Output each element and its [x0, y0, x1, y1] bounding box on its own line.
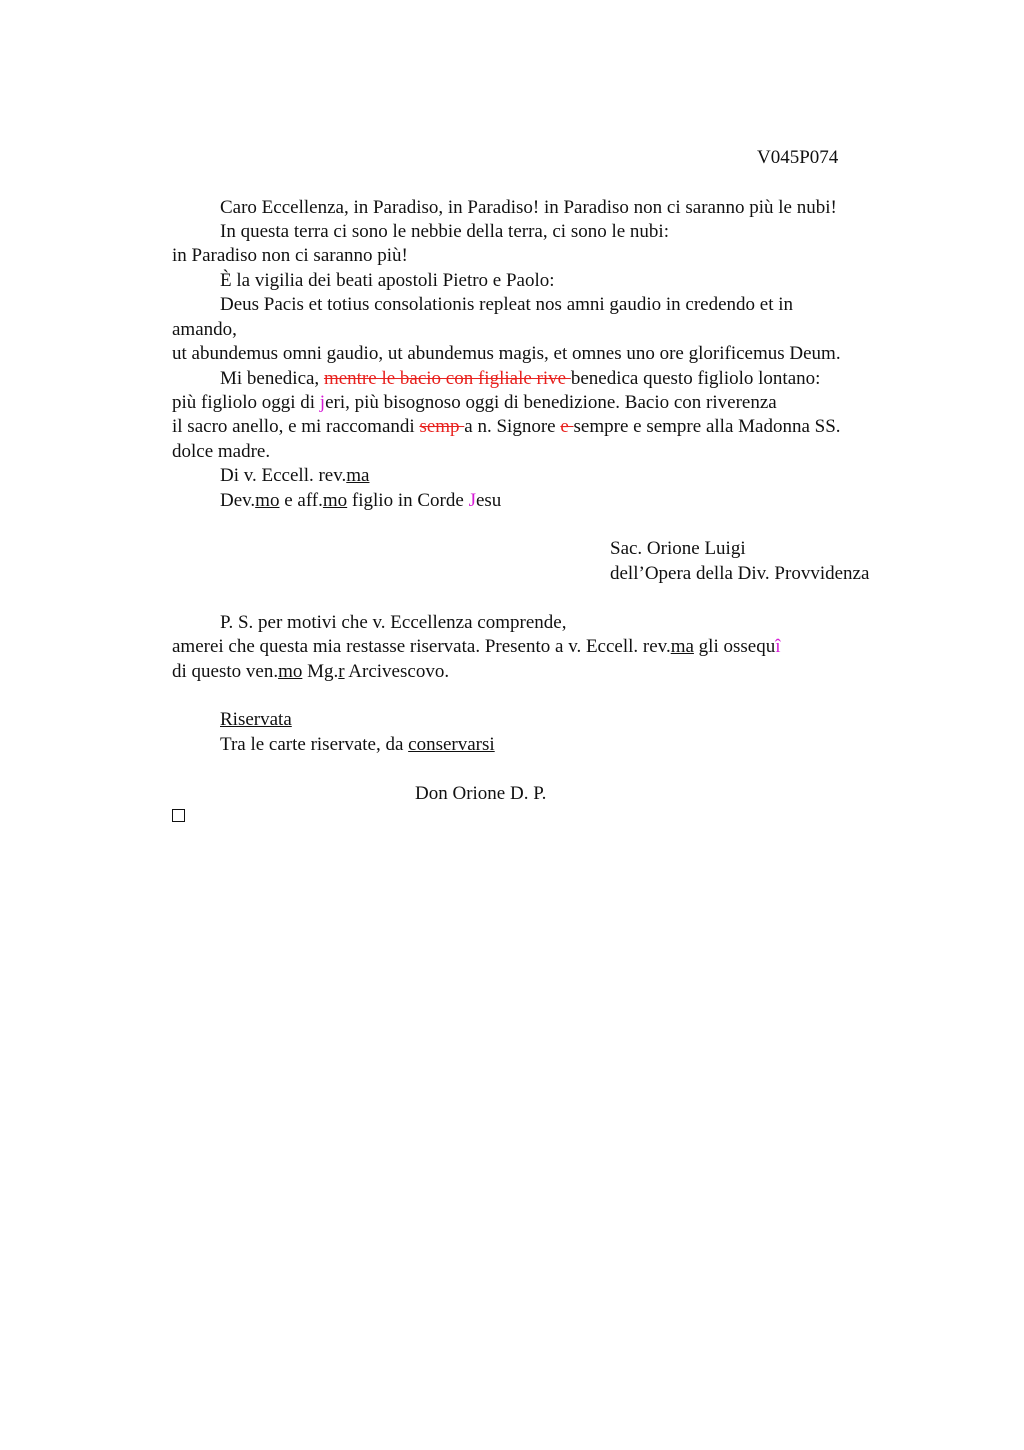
highlighted-letter: j	[319, 392, 326, 413]
struck-text: semp	[419, 416, 465, 437]
text-segment: più figliolo oggi di	[172, 392, 320, 413]
text-segment: sempre e sempre alla Madonna SS.	[573, 416, 841, 437]
text-segment: Tra le carte riservate, da	[220, 734, 409, 755]
text-segment: Mg.	[302, 661, 339, 682]
text-line	[172, 391, 777, 415]
ps-line: P. S. per motivi che v. Eccellenza comprende,	[220, 612, 567, 633]
text-segment: e aff.	[279, 490, 323, 511]
text-line: amando,	[172, 319, 237, 340]
underlined-text: mo	[255, 490, 280, 511]
text-segment: il sacro anello, e mi raccomandi	[172, 416, 420, 437]
text-line: Caro Eccellenza, in Paradiso, in Paradiso! in Paradiso non ci saranno più le nubi!	[220, 197, 837, 218]
signature-name: Sac. Orione Luigi	[610, 538, 746, 559]
text-segment: amerei che questa mia restasse riservata. Presento a v. Eccell. rev.	[172, 636, 671, 657]
checkbox-icon	[172, 809, 185, 822]
underlined-text: ma	[670, 636, 694, 657]
note-line	[220, 733, 495, 757]
text-line: ut abundemus omni gaudio, ut abundemus magis, et omnes uno ore glorificemus Deum.	[172, 343, 841, 364]
text-line: In questa terra ci sono le nebbie della terra, ci sono le nubi:	[220, 221, 669, 242]
text-segment: di questo ven.	[172, 661, 279, 682]
text-line	[220, 489, 501, 513]
struck-text: mentre le bacio con figliale rive	[323, 368, 571, 389]
underlined-text: r	[338, 661, 345, 682]
text-segment: esu	[475, 490, 502, 511]
text-segment: Dev.	[220, 490, 256, 511]
document-code: V045P074	[757, 147, 839, 168]
highlighted-letter: J	[468, 490, 476, 511]
text-segment: Mi benedica,	[220, 368, 324, 389]
text-segment: Arcivescovo.	[344, 661, 450, 682]
underlined-text: mo	[278, 661, 303, 682]
text-line: dolce madre.	[172, 441, 271, 462]
text-segment: a n. Signore	[464, 416, 561, 437]
text-line: in Paradiso non ci saranno più!	[172, 245, 408, 266]
ps-line	[172, 660, 449, 684]
text-line	[220, 464, 369, 488]
text-line	[220, 367, 820, 391]
text-segment: benedica questo figliolo lontano:	[570, 368, 821, 389]
text-segment: Di v. Eccell. rev.	[220, 465, 347, 486]
struck-text: e	[560, 416, 574, 437]
ps-line	[172, 635, 780, 659]
text-line	[172, 415, 841, 439]
closing-signature: Don Orione D. P.	[415, 783, 547, 804]
text-segment: figlio in Corde	[347, 490, 469, 511]
underlined-text: conservarsi	[408, 734, 495, 755]
signature-org: dell’Opera della Div. Provvidenza	[610, 563, 870, 584]
text-line: Deus Pacis et totius consolationis repleat nos amni gaudio in credendo et in	[220, 294, 794, 315]
highlighted-letter: î	[775, 636, 781, 657]
underlined-text: ma	[346, 465, 370, 486]
text-segment: eri, più bisognoso oggi di benedizione. Bacio con riverenza	[325, 392, 777, 413]
text-line: È la vigilia dei beati apostoli Pietro e Paolo:	[220, 270, 555, 291]
note-title: Riservata	[220, 709, 292, 730]
underlined-text: mo	[322, 490, 348, 511]
text-segment: gli ossequ	[693, 636, 776, 657]
